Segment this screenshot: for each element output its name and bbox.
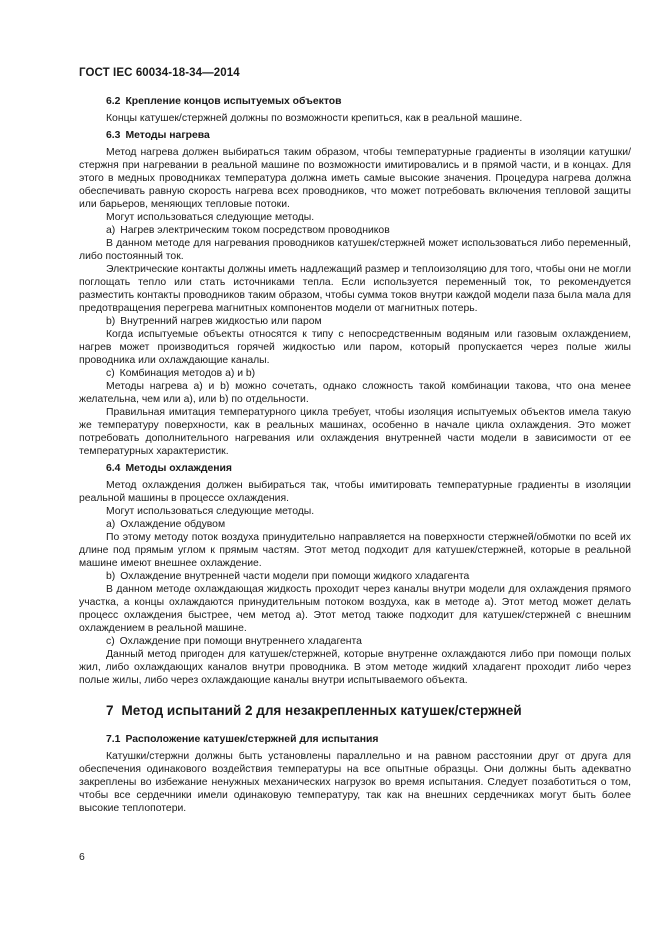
section-7-heading: 7 Метод испытаний 2 для незакрепленных катушек/стержней [106, 703, 522, 718]
paragraph: В данном методе охлаждающая жидкость проходит через каналы внутри модели для охлаждения прямого участка, а концы охлаждаются принудительным потоком воздуха, как в методе а). Этот метод может делать процесс охлаждения быстрее, чем метод а). Этот метод также подходит для катушек/стержней с внешним охлаждением в реальной машине. [79, 584, 631, 634]
page-number: 6 [79, 852, 85, 863]
list-item-heading: a) Нагрев электрическим током посредством проводников [106, 225, 390, 236]
paragraph: Катушки/стержни должны быть установлены параллельно и на равном расстоянии друг от друга для обеспечения одинакового воздействия температуры на все опытные образцы. Они должны быть адекватно закреплены во избежание ненужных механических нагрузок во время испытания. Следует позаботиться о том, чтобы все сердечники имели одинаковую температуру, так как на внешних сердечниках могут быть более высокие теплопотери. [79, 751, 631, 814]
document-code: ГОСТ IEC 60034-18-34—2014 [79, 67, 240, 79]
paragraph: Концы катушек/стержней должны по возможности крепиться, как в реальной машине. [106, 113, 523, 124]
paragraph: Метод нагрева должен выбираться таким образом, чтобы температурные градиенты в изоляции катушки/стержня при нагревании в реальной машине по возможности имитировались и в прямой части, и в концах. Для этого в медных проводниках температура должна иметь самые высокие значения. Процедура нагрева должна обеспечивать равную скорость нагрева всех проводников, что может потребовать включения тепловой защиты или барьеров, меняющих тепловые потоки. [79, 147, 631, 210]
list-item-heading: c) Комбинация методов а) и b) [106, 368, 256, 379]
list-item-heading: c) Охлаждение при помощи внутреннего хладагента [106, 636, 362, 647]
document-body [79, 95, 631, 815]
paragraph: Метод охлаждения должен выбираться так, чтобы имитировать температурные градиенты в изоляции реальной машины в процессе охлаждения. [79, 480, 631, 504]
paragraph: Могут использоваться следующие методы. [106, 212, 315, 223]
section-6-4-heading: 6.4 Методы охлаждения [106, 463, 232, 474]
paragraph: Данный метод пригоден для катушек/стержней, которые внутренне охлаждаются либо при помощи полых жил, либо охлаждающих каналов внутри проводника. В этом методе жидкий хладагент проходит либо через полые жилы, либо через охлаждающие каналы внутри испытываемого объекта. [79, 649, 631, 686]
list-item-heading: a) Охлаждение обдувом [106, 519, 226, 530]
list-item-heading: b) Охлаждение внутренней части модели при помощи жидкого хладагента [106, 571, 470, 582]
list-item-heading: b) Внутренний нагрев жидкостью или паром [106, 316, 322, 327]
paragraph: Когда испытуемые объекты относятся к типу с непосредственным водяным или газовым охлаждением, нагрев может производиться горячей жидкостью или паром, который пропускается через полые жилы проводника или охлаждающие каналы. [79, 329, 631, 366]
section-6-3-heading: 6.3 Методы нагрева [106, 130, 210, 141]
paragraph: По этому методу поток воздуха принудительно направляется на поверхности стержней/обмотки по всей их длине под прямым углом к прямым частям. Этот метод подходит для катушек/стержней, которые в реальной машине имеют внешнее охлаждение. [79, 532, 631, 569]
section-7-1-heading: 7.1 Расположение катушек/стержней для испытания [106, 734, 379, 745]
paragraph: Методы нагрева а) и b) можно сочетать, однако сложность такой комбинации такова, что она менее желательна, чем или а), или b) по отдельности. [79, 381, 631, 405]
section-6-2-heading: 6.2 Крепление концов испытуемых объектов [106, 96, 342, 107]
paragraph: Правильная имитация температурного цикла требует, чтобы изоляция испытуемых объектов имела такую же температуру поверхности, как в реальных машинах, особенно в начале цикла охлаждения. Это может потребовать дополнительного нагревания или охлаждения внутренней части модели в зависимости от ее температурных характеристик. [79, 407, 631, 457]
paragraph: Могут использоваться следующие методы. [106, 506, 315, 517]
paragraph: Электрические контакты должны иметь надлежащий размер и теплоизоляцию для того, чтобы они не могли поглощать тепло или стать источниками тепла. Если используется переменный ток, то рекомендуется разместить контакты проводников таким образом, чтобы сумма токов внутри каждой модели паза была мала для предотвращения перегрева магнитных компонентов модели от магнитных потерь. [79, 264, 631, 314]
paragraph: В данном методе для нагревания проводников катушек/стержней может использоваться либо переменный, либо постоянный ток. [79, 238, 631, 262]
